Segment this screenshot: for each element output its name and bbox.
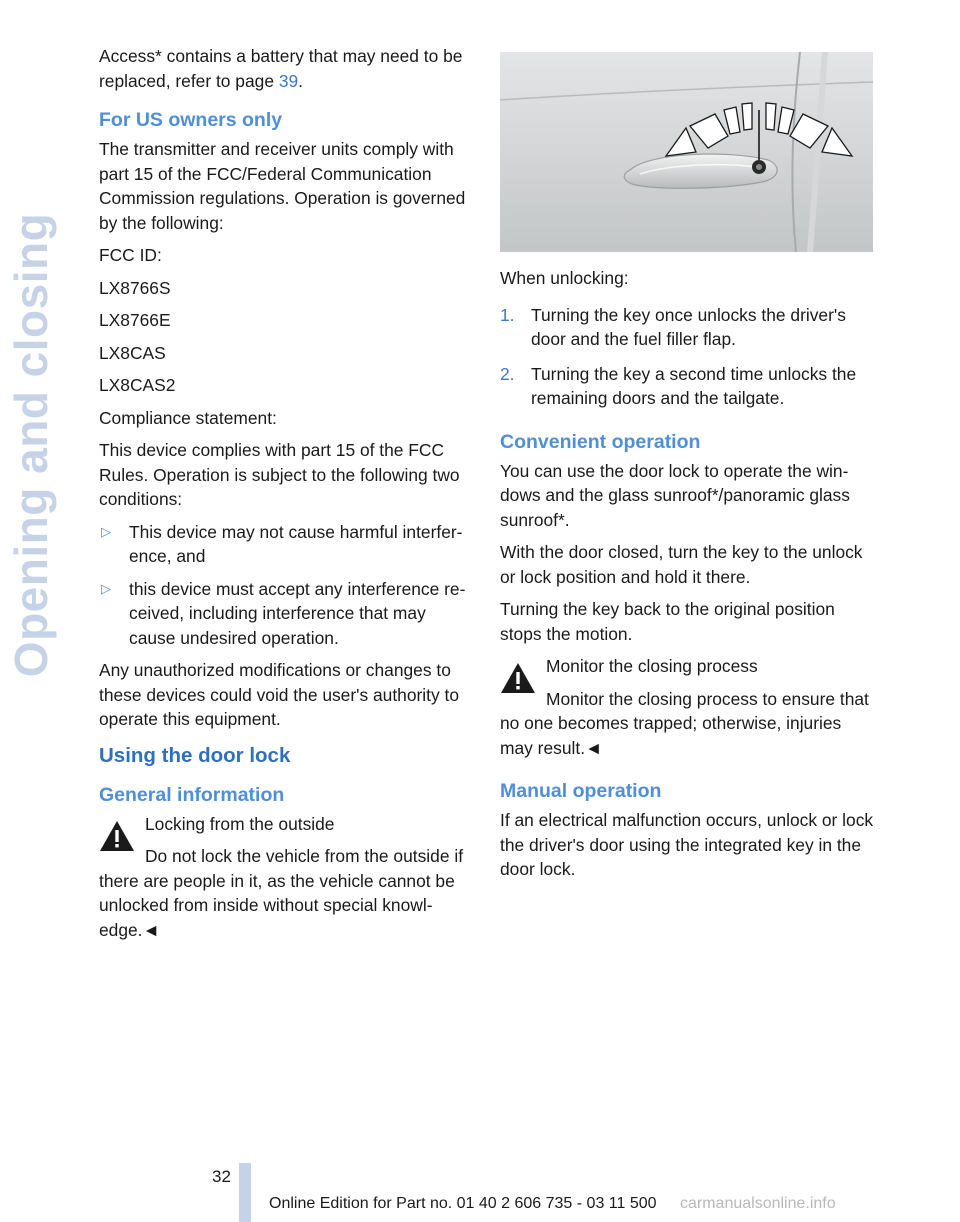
step-text: Turning the key a second time unlocks the remaining doors and the tailgate. <box>531 363 857 408</box>
battery-paragraph <box>99 44 475 93</box>
key-back-paragraph: Turning the key back to the original position stops the motion. <box>500 599 835 644</box>
chapter-title-text: Opening and closing <box>5 212 57 678</box>
battery-text-end: . <box>298 70 304 91</box>
battery-text: Access* contains a battery that may need to be replaced, refer to page <box>99 46 463 91</box>
step-number: 2. <box>500 363 515 384</box>
door-handle-illustration <box>500 52 873 252</box>
manual-operation-heading: Manual operation <box>500 780 662 802</box>
door-lock-heading: Using the door lock <box>99 743 291 767</box>
list-item <box>99 577 475 651</box>
modifications-paragraph: Any unauthorized modifications or changes to these devices could void the user's authority to operate this equipment. <box>99 660 460 729</box>
compliance-paragraph: This device complies with part 15 of the FCC Rules. Operation is subject to the following two conditions: <box>99 440 460 509</box>
fcc-id-item: LX8766S <box>99 277 171 298</box>
left-column <box>99 44 475 952</box>
fcc-id-item: LX8766E <box>99 310 171 330</box>
warning-box <box>500 654 876 760</box>
condition-text: This device may not cause harmful interfer-ence, and <box>129 521 463 566</box>
page-number: 32 <box>212 1167 231 1186</box>
step-text: Turning the key once unlocks the driver's door and the fuel filler flap. <box>531 304 846 349</box>
fcc-id-item: LX8CAS2 <box>99 375 176 395</box>
right-column <box>500 48 876 890</box>
general-information-heading: General information <box>99 783 285 806</box>
list-item <box>500 362 876 411</box>
warning-box <box>99 812 475 943</box>
chapter-side-title <box>2 0 60 890</box>
triangle-bullet-icon: ▷ <box>101 580 111 596</box>
condition-text: this device must accept any interference re-ceived, including interference that may cause undesired operation. <box>129 578 466 648</box>
fcc-id-item: LX8CAS <box>99 342 166 363</box>
warning-triangle-icon <box>500 662 536 694</box>
list-item <box>99 520 475 569</box>
conditions-list <box>99 520 475 651</box>
unlock-steps-list <box>500 303 876 411</box>
fcc-id-label: FCC ID: <box>99 245 162 265</box>
footer-accent-bar <box>239 1163 251 1222</box>
door-handle-image <box>500 52 873 252</box>
unlocking-label: When unlocking: <box>500 268 629 288</box>
manual-paragraph: If an electrical malfunction occurs, unlock or lock the driver's door using the integrated key in the door lock. <box>500 810 874 879</box>
convenient-operation-heading: Convenient operation <box>500 430 701 453</box>
warning-title: Locking from the outside <box>145 813 335 834</box>
warning-title: Monitor the closing process <box>546 656 758 676</box>
page-reference-link[interactable]: 39 <box>278 70 299 91</box>
door-closed-paragraph: With the door closed, turn the key to the unlock or lock position and hold it there. <box>500 542 863 587</box>
watermark-text: carmanualsonline.info <box>680 1195 836 1212</box>
triangle-bullet-icon: ▷ <box>101 523 111 539</box>
compliance-label: Compliance statement: <box>99 407 277 428</box>
step-number: 1. <box>500 304 515 325</box>
warning-triangle-icon <box>99 820 135 852</box>
fcc-paragraph: The transmitter and receiver units comply with part 15 of the FCC/Federal Communication Commission regulations. Operation is governed by the following: <box>99 139 466 233</box>
convenient-paragraph: You can use the door lock to operate the win-dows and the glass sunroof*/panoramic glass sunroof*. <box>500 460 850 530</box>
us-owners-heading: For US owners only <box>99 109 283 131</box>
edition-text: Online Edition for Part no. 01 40 2 606 735 - 03 11 500 <box>269 1195 657 1212</box>
warning-body: Do not lock the vehicle from the outside if there are people in it, as the vehicle cannot be unlocked from inside without special knowl-edge.◄ <box>99 846 464 940</box>
warning-body: Monitor the closing process to ensure that no one becomes trapped; otherwise, injuries may result.◄ <box>500 688 869 758</box>
list-item <box>500 303 876 352</box>
